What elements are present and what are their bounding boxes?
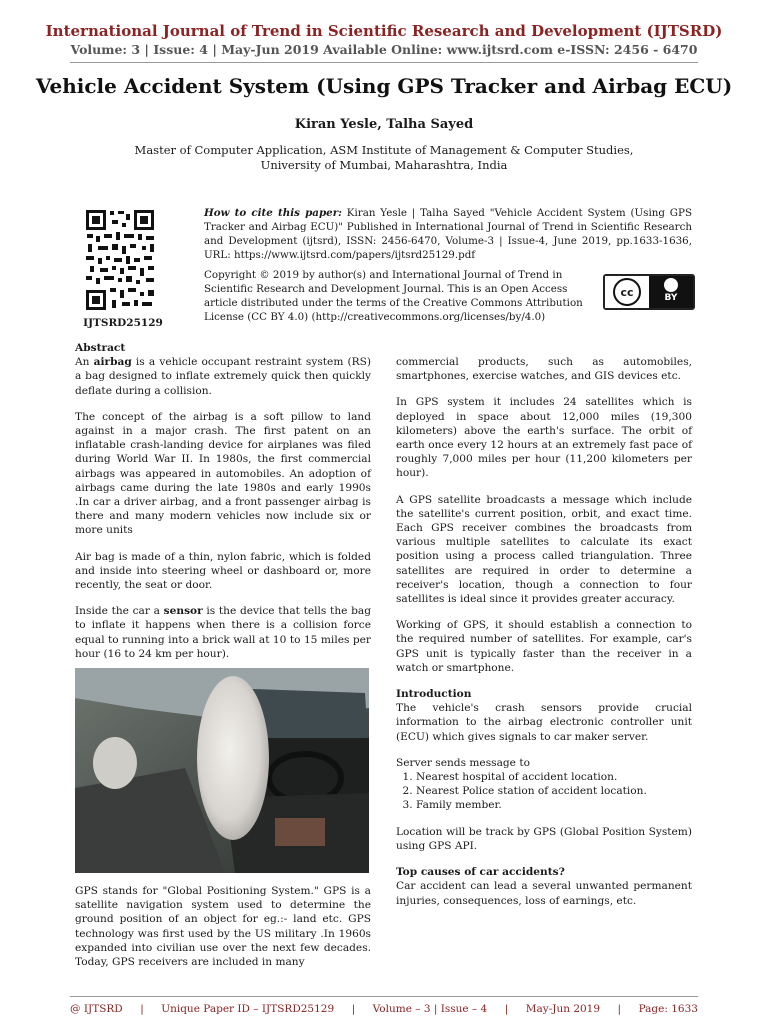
qr-code-icon [84,208,156,312]
footer-paper-id: Unique Paper ID – IJTSRD25129 [161,1003,335,1015]
by-icon-part [649,276,693,308]
footer-publisher: @ IJTSRD [70,1003,123,1015]
abstract-heading: Abstract [75,342,126,354]
cc-by-license-icon [603,274,695,310]
abstract-paragraph-4: Inside the car a sensor is the device that tells the bag to inflate it happens when there is a collision force equal to running into a brick wall at 10 to 15 miles per hour (16 to 24 km per hour). [75,605,371,660]
cc-icon-part [605,276,649,308]
right-paragraph-1: commercial products, such as automobiles, smartphones, exercise watches, and GIS devices etc. [396,356,692,383]
abstract-paragraph-2: The concept of the airbag is a soft pillow to land against in a major crash. The first patent on an inflatable crash-landing device for airplanes was filed during World War II. In 1980s, the first commercial airbags was appeared in automobiles. An adoption of airbags came during the late 1980s and early 1990s .In car a driver airbag, and a front passenger airbag is there and many modern vehicles now include six or more units [75,410,371,537]
page-footer [70,1003,698,1015]
paper-id-label: IJTSRD25129 [83,317,163,329]
list-item: 1. Nearest hospital of accident location. [416,770,692,784]
journal-name: International Journal of Trend in Scientific Research and Development (IJTSRD) [45,22,723,40]
how-to-cite-text: Kiran Yesle | Talha Sayed "Vehicle Accident System (Using GPS Tracker and Airbag ECU)" Published in International Journal of Trend in Scientific Research and Development (ijtsrd), ISSN: 2456-6470, Volume-3 | Issue-4, June 2019, pp.1633-1636, URL: https://www.ijtsrd.com/papers/ijtsrd25129.pdf [204,207,692,261]
by-label: BY [664,293,678,303]
right-paragraph-3: A GPS satellite broadcasts a message which include the satellite's current position, orbit, and exact time. Each GPS receiver combines the broadcasts from various multiple satellites to calculate its exact position using a process called triangulation. Three satellites are required in order to determine a receiver's location, though a connection to four satellites is ideal since it provides greater accuracy. [396,493,692,606]
right-column [396,355,692,920]
right-paragraph-4: Working of GPS, it should establish a connection to the required number of satellites. For example, car's GPS unit is typically faster than the receiver in a watch or smartphone. [396,619,692,674]
left-column [75,341,371,673]
paper-title: Vehicle Accident System (Using GPS Tracker and Airbag ECU) [35,74,733,98]
how-to-cite-label: How to cite this paper: [204,207,342,219]
footer-separator: | [140,1003,144,1015]
how-to-cite [204,206,692,262]
gps-api-paragraph: Location will be track by GPS (Global Position System) using GPS API. [396,825,692,852]
footer-rule [70,996,698,997]
person-icon [664,278,678,292]
abstract-paragraph-1: An airbag is a vehicle occupant restraint system (RS) a bag designed to inflate extremely quick then quickly deflate during a collision. [75,356,371,397]
affiliation-line-2: University of Mumbai, Maharashtra, India [260,158,508,172]
server-intro: Server sends message to [396,756,530,769]
right-paragraph-2: In GPS system it includes 24 satellites which is deployed in space about 12,000 miles (19,300 kilometers) above the earth's surface. The orbit of earth once every 12 hours at an extremely fast pace of roughly 7,000 miles per hour (11,200 kilometers per hour). [396,396,692,480]
gps-paragraph: GPS stands for "Global Positioning System." GPS is a satellite navigation system used to determine the ground position of an object for eg.:- land etc. GPS technology was first used by the US military .In 1960s expanded into civilian use over the next few decades. Today, GPS receivers are included in many [75,885,371,969]
cc-mark: cc [613,278,641,306]
affiliation-line-1: Master of Computer Application, ASM Institute of Management & Computer Studies, [134,143,634,157]
causes-paragraph: Car accident can lead a several unwanted permanent injuries, consequences, loss of earnings, etc. [396,880,692,907]
server-message-list [396,770,692,813]
affiliation [0,143,768,173]
list-item: 2. Nearest Police station of accident location. [416,784,692,798]
footer-separator: | [504,1003,509,1015]
volume-line: Volume: 3 | Issue: 4 | May-Jun 2019 Available Online: www.ijtsrd.com e-ISSN: 2456 - 6470 [70,42,698,57]
footer-date: May-Jun 2019 [525,1003,601,1015]
copyright-notice: Copyright © 2019 by author(s) and International Journal of Trend in Scientific Research and Development Journal. This is an Open Access article distributed under the terms of the Creative Commons Attribution License (CC BY 4.0) (http://creativecommons.org/licenses/by/4.0) [204,269,583,323]
footer-page: Page: 1633 [638,1003,698,1015]
footer-separator: | [617,1003,622,1015]
footer-volume: Volume – 3 | Issue – 4 [372,1003,488,1015]
header-rule [70,62,698,63]
paper-authors: Kiran Yesle, Talha Sayed [294,117,474,132]
introduction-paragraph: The vehicle's crash sensors provide crucial information to the airbag electronic controller unit (ECU) which gives signals to car maker server. [396,702,692,743]
airbag-deployed-photo [75,668,369,873]
causes-heading: Top causes of car accidents? [396,866,565,879]
footer-separator: | [351,1003,356,1015]
introduction-heading: Introduction [396,688,472,701]
list-item: 3. Family member. [416,798,692,812]
abstract-paragraph-3: Air bag is made of a thin, nylon fabric, which is folded and inside into steering wheel or dashboard or, more recently, the seat or door. [75,550,371,592]
